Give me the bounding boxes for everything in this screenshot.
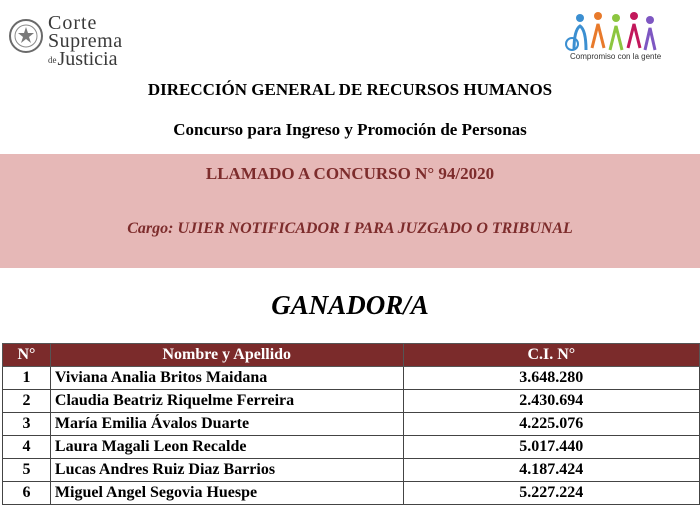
row-name: Lucas Andres Ruiz Diaz Barrios — [50, 459, 403, 482]
row-ci: 4.187.424 — [403, 459, 699, 482]
header-name: Nombre y Apellido — [50, 344, 403, 367]
row-number: 6 — [3, 482, 51, 505]
court-logo — [8, 12, 123, 74]
row-name: Laura Magali Leon Recalde — [50, 436, 403, 459]
row-ci: 2.430.694 — [403, 390, 699, 413]
court-line-3 — [48, 50, 123, 69]
contest-type-title: Concurso para Ingreso y Promoción de Personas — [173, 120, 527, 139]
call-number: LLAMADO A CONCURSO N° 94/2020 — [205, 164, 495, 183]
table-header-row — [3, 344, 700, 367]
row-name: Viviana Analia Britos Maidana — [50, 367, 403, 390]
court-line-1: Corte — [48, 12, 98, 34]
court-line-3-prefix: de — [48, 55, 57, 66]
table-row — [3, 367, 700, 390]
court-name — [48, 14, 123, 69]
result-heading: GANADOR/A — [271, 290, 429, 320]
header-ci: C.I. N° — [403, 344, 699, 367]
row-name: Miguel Angel Segovia Huespe — [50, 482, 403, 505]
row-number: 4 — [3, 436, 51, 459]
court-seal-icon — [8, 16, 44, 56]
header-number: N° — [3, 344, 51, 367]
table-row — [3, 459, 700, 482]
table-row — [3, 413, 700, 436]
call-banner — [0, 154, 700, 268]
table-row — [3, 390, 700, 413]
slogan-text: Compromiso con la gente — [570, 52, 662, 61]
position-title: Cargo: UJIER NOTIFICADOR I PARA JUZGADO O TRIBUNAL — [127, 220, 573, 237]
table-row — [3, 482, 700, 505]
row-ci: 5.227.224 — [403, 482, 699, 505]
table-row — [3, 436, 700, 459]
row-ci: 4.225.076 — [403, 413, 699, 436]
page-header — [0, 0, 700, 78]
row-ci: 5.017.440 — [403, 436, 699, 459]
court-line-2: Suprema — [48, 30, 123, 52]
row-name: María Emilia Ávalos Duarte — [50, 413, 403, 436]
court-line-3-text: Justicia — [57, 48, 118, 70]
row-number: 2 — [3, 390, 51, 413]
row-number: 3 — [3, 413, 51, 436]
people-figures-icon — [560, 10, 670, 54]
institutional-logo — [560, 10, 670, 68]
row-number: 5 — [3, 459, 51, 482]
row-number: 1 — [3, 367, 51, 390]
winners-table — [2, 343, 700, 505]
row-name: Claudia Beatriz Riquelme Ferreira — [50, 390, 403, 413]
row-ci: 3.648.280 — [403, 367, 699, 390]
directorate-title: DIRECCIÓN GENERAL DE RECURSOS HUMANOS — [147, 80, 553, 99]
